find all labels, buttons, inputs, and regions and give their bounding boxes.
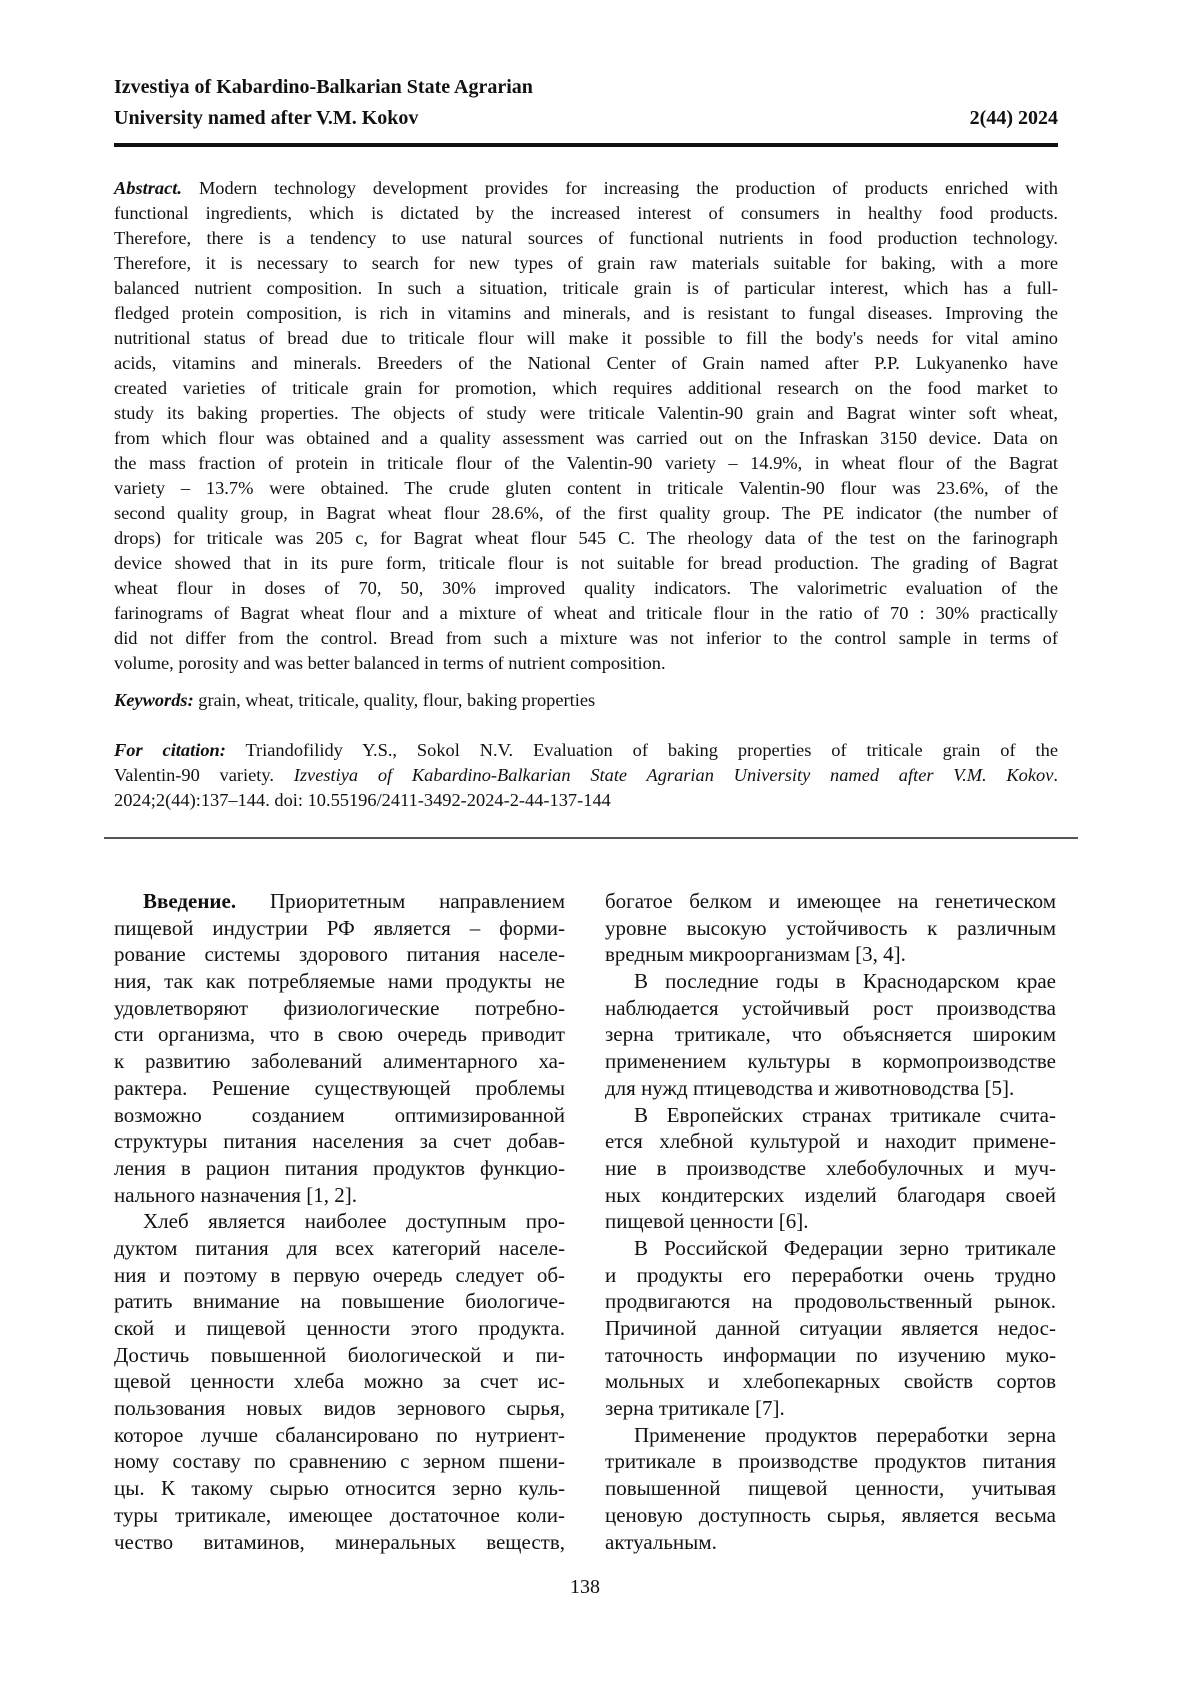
citation <box>114 738 1058 813</box>
abstract-line-text: wheat flour in doses of 70, 50, 30% improved quality indicators. The valorimetric evaluation of the <box>114 578 1058 598</box>
abstract-line <box>114 226 1058 251</box>
body-text: для нужд птицеводства и животноводства [5]. <box>605 1076 1014 1100</box>
body-text: рование системы здорового питания населе- <box>114 942 565 966</box>
abstract-line <box>114 651 1058 676</box>
abstract-line <box>114 501 1058 526</box>
body-text: ному составу по сравнению с зерном пшени- <box>114 1449 565 1473</box>
section-divider <box>104 837 1078 839</box>
citation-line: 2024;2(44):137–144. doi: 10.55196/2411-3492-2024-2-44-137-144 <box>114 788 1058 813</box>
citation-text: Valentin-90 variety. <box>114 765 294 785</box>
body-text-line <box>605 1395 1056 1422</box>
abstract-line <box>114 326 1058 351</box>
body-text-line <box>605 1208 1056 1235</box>
body-text-line <box>605 1048 1056 1075</box>
body-text: В Российской Федерации зерно тритикале <box>634 1236 1056 1260</box>
body-text-line <box>114 1342 565 1369</box>
body-text: Причиной данной ситуации является недос- <box>605 1316 1056 1340</box>
abstract-line-text: from which flour was obtained and a quality assessment was carried out on the Infraskan 3150 device. Data on <box>114 428 1058 448</box>
body-text-line <box>605 995 1056 1022</box>
citation-text: Triandofilidy Y.S., Sokol N.V. Evaluation of baking properties of triticale grain of the <box>226 740 1058 760</box>
abstract-line-text: variety – 13.7% were obtained. The crude gluten content in triticale Valentin-90 flour was 23.6%, of the <box>114 478 1058 498</box>
body-text: повышенной пищевой ценности, учитывая <box>605 1476 1056 1500</box>
abstract-line <box>114 551 1058 576</box>
body-text: ется хлебной культурой и находит примене- <box>605 1129 1056 1153</box>
abstract-line-text: functional ingredients, which is dictated by the increased interest of consumers in healthy food products. <box>114 203 1058 223</box>
citation-text: . <box>1053 765 1058 785</box>
body-text: В последние годы в Краснодарском крае <box>634 969 1056 993</box>
abstract-line <box>114 451 1058 476</box>
citation-journal: Izvestiya of Kabardino-Balkarian State Agrarian University named after V.M. Kokov <box>294 765 1054 785</box>
body-text-line <box>605 1155 1056 1182</box>
body-text: зерна тритикале [7]. <box>605 1396 785 1420</box>
body-text: ние в производстве хлебобулочных и муч- <box>605 1156 1056 1180</box>
body-text-line <box>605 888 1056 915</box>
body-text-line <box>114 1502 565 1529</box>
body-text-line <box>605 1342 1056 1369</box>
body-text-line <box>114 1475 565 1502</box>
body-text: тритикале в производстве продуктов питания <box>605 1449 1056 1473</box>
body-text: нального назначения [1, 2]. <box>114 1183 357 1207</box>
abstract-line-text: Modern technology development provides for increasing the production of products enriched with <box>182 178 1058 198</box>
abstract-line <box>114 626 1058 651</box>
abstract-line <box>114 401 1058 426</box>
keywords-label: Keywords: <box>114 690 194 710</box>
body-text-line <box>605 941 1056 968</box>
body-text-line <box>114 1395 565 1422</box>
body-text-line <box>605 1422 1056 1449</box>
abstract-line <box>114 301 1058 326</box>
abstract-line <box>114 601 1058 626</box>
body-text: богатое белком и имеющее на генетическом <box>605 889 1056 913</box>
body-text-line <box>114 1075 565 1102</box>
body-text: дуктом питания для всех категорий населе- <box>114 1236 565 1260</box>
body-text-line <box>605 968 1056 995</box>
keywords-text: grain, wheat, triticale, quality, flour, baking properties <box>194 690 596 710</box>
body-text: Хлеб является наиболее доступным про- <box>143 1209 565 1233</box>
body-text: пользования новых видов зернового сырья, <box>114 1396 565 1420</box>
abstract-line <box>114 476 1058 501</box>
body-text: чество витаминов, минеральных веществ, <box>114 1530 565 1554</box>
journal-title-line1: Izvestiya of Kabardino-Balkarian State Agrarian <box>114 72 533 102</box>
abstract-line <box>114 276 1058 301</box>
body-text: пищевой индустрии РФ является – форми- <box>114 916 565 940</box>
body-text-line <box>605 915 1056 942</box>
body-text-line <box>605 1235 1056 1262</box>
body-text-line <box>114 968 565 995</box>
abstract-line-text: acids, vitamins and minerals. Breeders of the National Center of Grain named after P.P. Lukyanenko have <box>114 353 1058 373</box>
body-text-line <box>114 1021 565 1048</box>
body-text: вредным микроорганизмам [3, 4]. <box>605 942 906 966</box>
body-text: ных кондитерских изделий благодаря своей <box>605 1183 1056 1207</box>
body-text-line <box>114 1529 565 1556</box>
abstract-line-text: Therefore, there is a tendency to use natural sources of functional nutrients in food production technology. <box>114 228 1058 248</box>
header-divider <box>114 143 1058 147</box>
intro-heading: Введение. <box>143 889 236 913</box>
body-text-line <box>605 1075 1056 1102</box>
body-text-line <box>605 1448 1056 1475</box>
abstract-line-text: farinograms of Bagrat wheat flour and a mixture of wheat and triticale flour in the ratio of 70 : 30% practically <box>114 603 1058 623</box>
journal-title-line2: University named after V.M. Kokov <box>114 103 418 133</box>
abstract-line <box>114 251 1058 276</box>
body-text-line <box>605 1128 1056 1155</box>
body-text-line <box>114 1208 565 1235</box>
abstract-line-text: device showed that in its pure form, triticale flour is not suitable for bread production. The grading of Bagrat <box>114 553 1058 573</box>
abstract-line-text: nutritional status of bread due to triticale flour will make it possible to fill the body's needs for vital amino <box>114 328 1058 348</box>
body-text: возможно созданием оптимизированной <box>114 1103 565 1127</box>
abstract-line <box>114 426 1058 451</box>
body-text: туры тритикале, имеющее достаточное коли- <box>114 1503 565 1527</box>
body-text: структуры питания населения за счет добав- <box>114 1129 565 1153</box>
abstract <box>114 176 1058 676</box>
abstract-line <box>114 201 1058 226</box>
body-text: наблюдается устойчивый рост производства <box>605 996 1056 1020</box>
abstract-line <box>114 576 1058 601</box>
issue-number: 2(44) 2024 <box>970 103 1058 133</box>
body-text: уровне высокую устойчивость к различным <box>605 916 1056 940</box>
body-text: которое лучше сбалансировано по нутриент- <box>114 1423 565 1447</box>
body-text: пищевой ценности [6]. <box>605 1209 809 1233</box>
body-text: ния, так как потребляемые нами продукты не <box>114 969 565 993</box>
body-text: ской и пищевой ценности этого продукта. <box>114 1316 565 1340</box>
body-text: мольных и хлебопекарных свойств сортов <box>605 1369 1056 1393</box>
body-text: ния и поэтому в первую очередь следует об- <box>114 1263 565 1287</box>
abstract-line <box>114 526 1058 551</box>
body-text: цы. К такому сырью относится зерно куль- <box>114 1476 565 1500</box>
body-text: рактера. Решение существующей проблемы <box>114 1076 565 1100</box>
body-text-line <box>114 1048 565 1075</box>
body-text-line <box>605 1475 1056 1502</box>
body-text: В Европейских странах тритикале счита- <box>634 1103 1056 1127</box>
body-text-line <box>605 1102 1056 1129</box>
body-text-line <box>605 1288 1056 1315</box>
body-text: ления в рацион питания продуктов функцио- <box>114 1156 565 1180</box>
abstract-line <box>114 176 1058 201</box>
body-text-line <box>114 1448 565 1475</box>
body-text-line <box>605 1021 1056 1048</box>
abstract-label: Abstract. <box>114 178 182 198</box>
body-text: Достичь повышенной биологической и пи- <box>114 1343 565 1367</box>
body-text: удовлетворяют физиологические потребно- <box>114 996 565 1020</box>
citation-line <box>114 738 1058 763</box>
abstract-line-text: balanced nutrient composition. In such a situation, triticale grain is of particular interest, which has a full- <box>114 278 1058 298</box>
body-text: щевой ценности хлеба можно за счет ис- <box>114 1369 565 1393</box>
body-text-line <box>114 1182 565 1209</box>
body-text-line <box>605 1262 1056 1289</box>
body-text-line <box>114 1288 565 1315</box>
body-text-line <box>114 1102 565 1129</box>
abstract-line <box>114 376 1058 401</box>
body-text: применением культуры в кормопроизводстве <box>605 1049 1056 1073</box>
citation-label: For citation: <box>114 740 226 760</box>
body-text: Приоритетным направлением <box>236 889 565 913</box>
body-text: таточность информации по изучению муко- <box>605 1343 1056 1367</box>
body-text-line <box>605 1502 1056 1529</box>
citation-line <box>114 763 1058 788</box>
abstract-line-text: the mass fraction of protein in triticale flour of the Valentin-90 variety – 14.9%, in wheat flour of the Bagrat <box>114 453 1058 473</box>
body-text: сти организма, что в свою очередь приводит <box>114 1022 565 1046</box>
body-text-line <box>114 1368 565 1395</box>
body-text-line <box>605 1368 1056 1395</box>
body-text: ратить внимание на повышение биологиче- <box>114 1289 565 1313</box>
body-text-line <box>114 1128 565 1155</box>
abstract-line-text: fledged protein composition, is rich in vitamins and minerals, and is resistant to fungal diseases. Improving the <box>114 303 1058 323</box>
abstract-line-text: study its baking properties. The objects of study were triticale Valentin-90 grain and Bagrat winter soft wheat, <box>114 403 1058 423</box>
body-text: и продукты его переработки очень трудно <box>605 1263 1056 1287</box>
body-text-line <box>605 1315 1056 1342</box>
body-text-line <box>114 888 565 915</box>
body-text: зерна тритикале, что объясняется широким <box>605 1022 1056 1046</box>
body-text-line <box>114 915 565 942</box>
abstract-line-text: drops) for triticale was 205 c, for Bagrat wheat flour 545 C. The rheology data of the test on the farinograph <box>114 528 1058 548</box>
abstract-line-text: did not differ from the control. Bread from such a mixture was not inferior to the control sample in terms of <box>114 628 1058 648</box>
page-number: 138 <box>0 1574 1170 1600</box>
body-text-line <box>114 1262 565 1289</box>
body-text: актуальным. <box>605 1530 717 1554</box>
body-column-left <box>114 888 565 1555</box>
keywords <box>114 688 1058 713</box>
body-text: к развитию заболеваний алиментарного ха- <box>114 1049 565 1073</box>
abstract-line <box>114 351 1058 376</box>
body-text-line <box>114 1422 565 1449</box>
body-text-line <box>114 1315 565 1342</box>
body-column-right <box>605 888 1056 1555</box>
body-text: Применение продуктов переработки зерна <box>634 1423 1056 1447</box>
body-text-line <box>114 995 565 1022</box>
body-text-line <box>605 1182 1056 1209</box>
abstract-line-text: Therefore, it is necessary to search for new types of grain raw materials suitable for baking, with a more <box>114 253 1058 273</box>
body-text-line <box>605 1529 1056 1556</box>
body-text-line <box>114 941 565 968</box>
abstract-line-text: second quality group, in Bagrat wheat flour 28.6%, of the first quality group. The PE indicator (the number of <box>114 503 1058 523</box>
body-text-line <box>114 1235 565 1262</box>
abstract-line-text: created varieties of triticale grain for promotion, which requires additional research on the food market to <box>114 378 1058 398</box>
body-text-line <box>114 1155 565 1182</box>
body-text: ценовую доступность сырья, является весьма <box>605 1503 1056 1527</box>
body-text: продвигаются на продовольственный рынок. <box>605 1289 1056 1313</box>
abstract-line-text: volume, porosity and was better balanced in terms of nutrient composition. <box>114 653 666 673</box>
